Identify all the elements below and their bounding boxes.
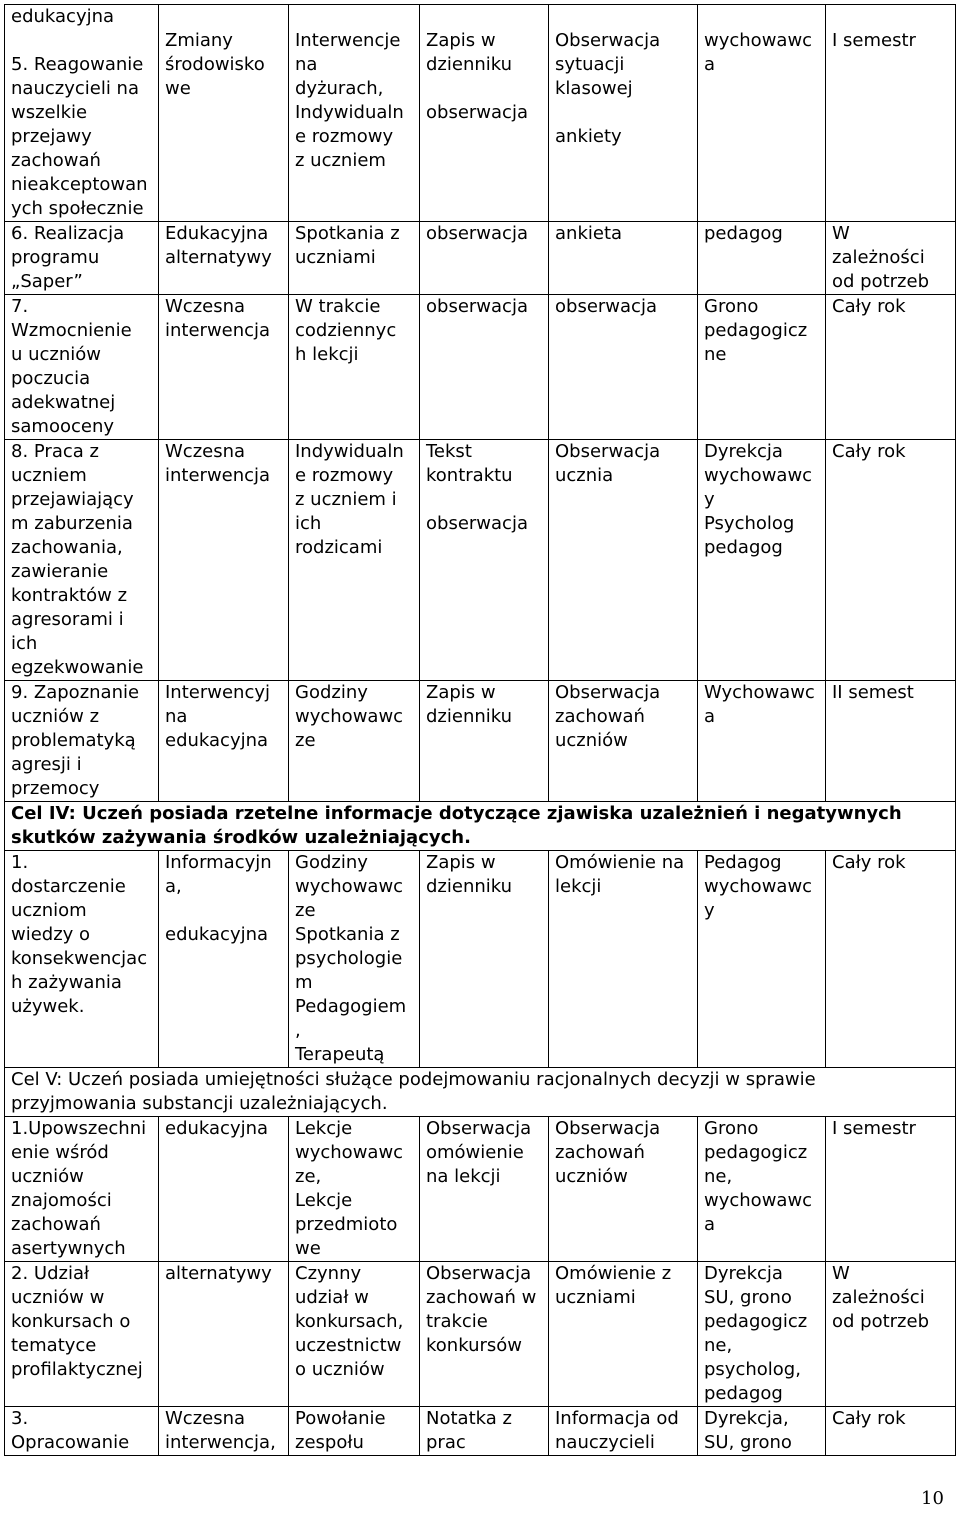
table-row — [5, 1407, 956, 1456]
cell-line: Psycholog — [704, 513, 795, 534]
cell-line: konsekwencjac — [11, 948, 148, 969]
goal-heading-line: skutków zażywania środków uzależniających. — [11, 827, 471, 848]
cell-line: ne — [704, 344, 727, 365]
cell-line: ankiety — [555, 126, 622, 147]
table-row — [5, 1262, 956, 1407]
cell-line: 1. — [11, 852, 29, 873]
table-cell — [549, 681, 698, 802]
goal-heading — [5, 1068, 956, 1117]
table-cell — [289, 295, 420, 440]
table-cell — [549, 295, 698, 440]
cell-line: 7. — [11, 296, 29, 317]
cell-line: y — [704, 489, 715, 510]
cell-line: zachowań — [555, 1142, 645, 1163]
cell-line: Wczesna — [165, 296, 246, 317]
cell-line: problematyką — [11, 730, 136, 751]
goal-heading-line: Cel IV: Uczeń posiada rzetelne informacje dotyczące zjawiska uzależnień i negatywnych — [11, 803, 902, 824]
cell-line: przejawiający — [11, 489, 134, 510]
cell-line: Terapeutą — [295, 1044, 385, 1065]
cell-line: Obserwacja — [555, 441, 661, 462]
cell-line: dyżurach, — [295, 78, 384, 99]
cell-line: lekcji — [555, 876, 602, 897]
cell-line: agresorami i — [11, 609, 124, 630]
cell-line: Edukacyjna — [165, 223, 269, 244]
cell-line: 9. Zapoznanie — [11, 682, 140, 703]
cell-line: zależności — [832, 247, 925, 268]
cell-line: Omówienie na — [555, 852, 685, 873]
table-cell — [289, 851, 420, 1068]
cell-line: Obserwacja — [555, 682, 661, 703]
goal-heading — [5, 802, 956, 851]
cell-line: W — [832, 1263, 850, 1284]
table-cell — [698, 5, 826, 222]
cell-line: m zaburzenia — [11, 513, 133, 534]
cell-line: edukacyjna — [165, 730, 269, 751]
table-cell — [698, 1407, 826, 1456]
cell-line: 1.Upowszechni — [11, 1118, 147, 1139]
table-cell — [826, 1117, 956, 1262]
table-cell — [826, 5, 956, 222]
table-cell — [159, 851, 289, 1068]
cell-line: Spotkania z — [295, 223, 400, 244]
cell-line: psycholog, — [704, 1359, 801, 1380]
cell-line: środowisko — [165, 54, 265, 75]
cell-line: Wzmocnienie — [11, 320, 132, 341]
table-cell — [159, 1407, 289, 1456]
cell-line: uczniami — [295, 247, 376, 268]
cell-line: edukacyjna — [165, 1118, 269, 1139]
cell-line: pedagog — [704, 223, 783, 244]
goal-heading-row — [5, 1068, 956, 1117]
cell-line: y — [704, 900, 715, 921]
table-cell — [289, 440, 420, 681]
cell-line: Cały rok — [832, 296, 906, 317]
cell-line: zachowań — [11, 1214, 101, 1235]
plan-table-body — [5, 5, 956, 1456]
cell-line: a — [704, 1214, 716, 1235]
cell-line: Cały rok — [832, 441, 906, 462]
line-gap — [426, 488, 545, 512]
table-cell — [698, 1117, 826, 1262]
line-gap — [11, 29, 155, 53]
cell-line: Interwencyj — [165, 682, 271, 703]
table-cell — [289, 222, 420, 295]
cell-line: Interwencje — [295, 30, 401, 51]
table-cell — [826, 295, 956, 440]
cell-line: Wczesna — [165, 441, 246, 462]
table-cell — [289, 1407, 420, 1456]
cell-line: Lekcje — [295, 1190, 353, 1211]
cell-line: h lekcji — [295, 344, 359, 365]
table-cell — [5, 295, 159, 440]
cell-line: Powołanie — [295, 1408, 386, 1429]
table-cell — [159, 295, 289, 440]
table-cell — [5, 222, 159, 295]
table-row — [5, 222, 956, 295]
table-cell — [420, 440, 549, 681]
line-gap — [295, 5, 416, 29]
cell-line: omówienie — [426, 1142, 524, 1163]
cell-line: uczniom — [11, 900, 87, 921]
table-cell — [159, 440, 289, 681]
line-gap — [832, 5, 952, 29]
plan-table — [4, 4, 956, 1456]
table-cell — [698, 681, 826, 802]
cell-line: psychologie — [295, 948, 403, 969]
cell-line: enie wśród — [11, 1142, 109, 1163]
cell-line: uczniem — [11, 465, 87, 486]
cell-line: Notatka z — [426, 1408, 512, 1429]
cell-line: obserwacja — [426, 223, 528, 244]
cell-line: dzienniku — [426, 876, 513, 897]
cell-line: tematyce — [11, 1335, 97, 1356]
line-gap — [555, 5, 694, 29]
cell-line: edukacyjna — [165, 924, 269, 945]
cell-line: Obserwacja — [426, 1118, 532, 1139]
cell-line: dzienniku — [426, 54, 513, 75]
cell-line: II semest — [832, 682, 914, 703]
goal-heading-line: przyjmowania substancji uzależniających. — [11, 1093, 388, 1114]
table-cell — [549, 222, 698, 295]
cell-line: Grono — [704, 1118, 759, 1139]
table-cell — [826, 851, 956, 1068]
table-cell — [159, 1117, 289, 1262]
cell-line: Informacyjn — [165, 852, 272, 873]
cell-line: wychowawc — [704, 465, 813, 486]
cell-line: wychowawc — [295, 876, 404, 897]
table-cell — [5, 1117, 159, 1262]
cell-line: wychowawc — [704, 876, 813, 897]
cell-line: zależności — [832, 1287, 925, 1308]
line-gap — [165, 5, 285, 29]
cell-line: wychowawc — [704, 30, 813, 51]
cell-line: Obserwacja — [555, 1118, 661, 1139]
cell-line: trakcie — [426, 1311, 488, 1332]
cell-line: , — [295, 1020, 301, 1041]
cell-line: SU, grono — [704, 1287, 792, 1308]
cell-line: Omówienie z — [555, 1263, 672, 1284]
table-cell — [5, 1407, 159, 1456]
line-gap — [426, 77, 545, 101]
cell-line: W — [832, 223, 850, 244]
cell-line: pedagogicz — [704, 1142, 808, 1163]
cell-line: alternatywy — [165, 247, 272, 268]
table-cell — [698, 851, 826, 1068]
cell-line: Grono — [704, 296, 759, 317]
cell-line: e rozmowy — [295, 465, 394, 486]
cell-line: uczniów — [555, 1166, 628, 1187]
cell-line: nieakceptowan — [11, 174, 148, 195]
cell-line: ankieta — [555, 223, 623, 244]
cell-line: pedagogicz — [704, 1311, 808, 1332]
table-cell — [289, 5, 420, 222]
cell-line: ich — [11, 633, 38, 654]
table-cell — [420, 1407, 549, 1456]
cell-line: Wczesna — [165, 1408, 246, 1429]
cell-line: h zażywania — [11, 972, 122, 993]
cell-line: wychowawc — [295, 1142, 404, 1163]
table-cell — [698, 222, 826, 295]
cell-line: egzekwowanie — [11, 657, 144, 678]
cell-line: wiedzy o — [11, 924, 91, 945]
table-cell — [5, 1262, 159, 1407]
cell-line: poczucia — [11, 368, 91, 389]
cell-line: adekwatnej — [11, 392, 116, 413]
cell-line: Informacja od — [555, 1408, 679, 1429]
cell-line: 8. Praca z — [11, 441, 99, 462]
cell-line: 2. Udział — [11, 1263, 90, 1284]
cell-line: dostarczenie — [11, 876, 126, 897]
cell-line: Tekst — [426, 441, 472, 462]
cell-line: nauczycieli na — [11, 78, 139, 99]
cell-line: ich — [295, 513, 322, 534]
cell-line: Indywidualn — [295, 441, 404, 462]
cell-line: uczniami — [555, 1287, 636, 1308]
cell-line: dzienniku — [426, 706, 513, 727]
cell-line: Zapis w — [426, 30, 496, 51]
cell-line: a, — [165, 876, 182, 897]
cell-line: na — [165, 706, 188, 727]
cell-line: Cały rok — [832, 1408, 906, 1429]
cell-line: od potrzeb — [832, 271, 930, 292]
table-cell — [698, 1262, 826, 1407]
line-gap — [426, 5, 545, 29]
cell-line: Opracowanie — [11, 1432, 130, 1453]
table-cell — [159, 222, 289, 295]
table-cell — [159, 681, 289, 802]
cell-line: ych społecznie — [11, 198, 144, 219]
cell-line: we — [295, 1238, 321, 1259]
cell-line: I semestr — [832, 30, 916, 51]
cell-line: nauczycieli — [555, 1432, 655, 1453]
table-row — [5, 295, 956, 440]
cell-line: W trakcie — [295, 296, 381, 317]
table-cell — [5, 851, 159, 1068]
cell-line: używek. — [11, 996, 85, 1017]
cell-line: Dyrekcja — [704, 441, 783, 462]
table-cell — [420, 681, 549, 802]
cell-line: zachowań w — [426, 1287, 537, 1308]
table-cell — [5, 5, 159, 222]
cell-line: interwencja — [165, 320, 271, 341]
cell-line: zawieranie — [11, 561, 109, 582]
cell-line: kontraktów z — [11, 585, 128, 606]
table-cell — [549, 1117, 698, 1262]
table-cell — [698, 295, 826, 440]
cell-line: od potrzeb — [832, 1311, 930, 1332]
cell-line: zespołu — [295, 1432, 364, 1453]
cell-line: obserwacja — [426, 513, 528, 534]
cell-line: ucznia — [555, 465, 614, 486]
cell-line: Zapis w — [426, 682, 496, 703]
cell-line: SU, grono — [704, 1432, 792, 1453]
cell-line: na lekcji — [426, 1166, 501, 1187]
table-row — [5, 5, 956, 222]
cell-line: pedagogicz — [704, 320, 808, 341]
cell-line: u uczniów — [11, 344, 102, 365]
cell-line: na — [295, 54, 318, 75]
cell-line: obserwacja — [555, 296, 657, 317]
cell-line: a — [704, 54, 716, 75]
table-cell — [420, 1262, 549, 1407]
cell-line: edukacyjna — [11, 6, 115, 27]
line-gap — [165, 899, 285, 923]
cell-line: Cały rok — [832, 852, 906, 873]
cell-line: wychowawc — [295, 706, 404, 727]
cell-line: wychowawc — [704, 1190, 813, 1211]
cell-line: o uczniów — [295, 1359, 385, 1380]
table-cell — [549, 1262, 698, 1407]
table-cell — [289, 1117, 420, 1262]
cell-line: uczniów — [11, 1166, 84, 1187]
cell-line: uczniów — [555, 730, 628, 751]
cell-line: asertywnych — [11, 1238, 126, 1259]
cell-line: Spotkania z — [295, 924, 400, 945]
cell-line: a — [704, 706, 716, 727]
table-row — [5, 1117, 956, 1262]
cell-line: Pedagogiem — [295, 996, 407, 1017]
table-cell — [420, 1117, 549, 1262]
cell-line: Zapis w — [426, 852, 496, 873]
table-cell — [549, 440, 698, 681]
cell-line: Godziny — [295, 852, 368, 873]
cell-line: I semestr — [832, 1118, 916, 1139]
line-gap — [555, 101, 694, 125]
cell-line: zachowań — [555, 706, 645, 727]
cell-line: pedagog — [704, 1383, 783, 1404]
cell-line: prac — [426, 1432, 466, 1453]
cell-line: we — [165, 78, 191, 99]
cell-line: ze — [295, 730, 316, 751]
table-row — [5, 681, 956, 802]
cell-line: rodzicami — [295, 537, 383, 558]
cell-line: konkursach, — [295, 1311, 404, 1332]
cell-line: wszelkie — [11, 102, 88, 123]
cell-line: Dyrekcja, — [704, 1408, 789, 1429]
cell-line: Indywidualn — [295, 102, 404, 123]
table-cell — [826, 681, 956, 802]
cell-line: „Saper” — [11, 271, 83, 292]
cell-line: Pedagog — [704, 852, 782, 873]
table-cell — [826, 440, 956, 681]
cell-line: 6. Realizacja — [11, 223, 125, 244]
cell-line: ne, — [704, 1166, 733, 1187]
cell-line: codziennyc — [295, 320, 397, 341]
cell-line: ne, — [704, 1335, 733, 1356]
cell-line: profilaktycznej — [11, 1359, 143, 1380]
table-cell — [420, 5, 549, 222]
cell-line: alternatywy — [165, 1263, 272, 1284]
table-cell — [420, 295, 549, 440]
cell-line: 3. — [11, 1408, 29, 1429]
table-cell — [289, 681, 420, 802]
table-row — [5, 851, 956, 1068]
cell-line: przejawy — [11, 126, 92, 147]
cell-line: m — [295, 972, 313, 993]
table-cell — [159, 5, 289, 222]
cell-line: sytuacji — [555, 54, 625, 75]
table-cell — [549, 851, 698, 1068]
cell-line: 5. Reagowanie — [11, 54, 144, 75]
cell-line: programu — [11, 247, 100, 268]
cell-line: przedmioto — [295, 1214, 398, 1235]
cell-line: uczestnictw — [295, 1335, 402, 1356]
cell-line: kontraktu — [426, 465, 513, 486]
cell-line: ze — [295, 900, 316, 921]
cell-line: udział w — [295, 1287, 369, 1308]
table-cell — [826, 222, 956, 295]
table-cell — [5, 681, 159, 802]
table-cell — [698, 440, 826, 681]
cell-line: Czynny — [295, 1263, 362, 1284]
table-row — [5, 440, 956, 681]
table-cell — [826, 1262, 956, 1407]
cell-line: interwencja — [165, 465, 271, 486]
cell-line: pedagog — [704, 537, 783, 558]
table-cell — [5, 440, 159, 681]
cell-line: z uczniem i — [295, 489, 397, 510]
page-number: 10 — [921, 1488, 944, 1509]
cell-line: e rozmowy — [295, 126, 394, 147]
cell-line: Godziny — [295, 682, 368, 703]
table-cell — [549, 1407, 698, 1456]
cell-line: samooceny — [11, 416, 114, 437]
cell-line: ze, — [295, 1166, 322, 1187]
cell-line: Lekcje — [295, 1118, 353, 1139]
cell-line: agresji i — [11, 754, 82, 775]
cell-line: zachowań — [11, 150, 101, 171]
cell-line: Obserwacja — [555, 30, 661, 51]
cell-line: Zmiany — [165, 30, 233, 51]
cell-line: znajomości — [11, 1190, 112, 1211]
cell-line: konkursów — [426, 1335, 522, 1356]
cell-line: Wychowawc — [704, 682, 815, 703]
cell-line: z uczniem — [295, 150, 386, 171]
cell-line: obserwacja — [426, 296, 528, 317]
table-cell — [159, 1262, 289, 1407]
goal-heading-line: Cel V: Uczeń posiada umiejętności służące podejmowaniu racjonalnych decyzji w sprawie — [11, 1069, 816, 1090]
cell-line: Obserwacja — [426, 1263, 532, 1284]
cell-line: konkursach o — [11, 1311, 131, 1332]
cell-line: interwencja, — [165, 1432, 276, 1453]
cell-line: uczniów w — [11, 1287, 105, 1308]
cell-line: obserwacja — [426, 102, 528, 123]
cell-line: klasowej — [555, 78, 633, 99]
cell-line: Dyrekcja — [704, 1263, 783, 1284]
table-cell — [549, 5, 698, 222]
table-cell — [826, 1407, 956, 1456]
table-cell — [420, 851, 549, 1068]
goal-heading-row — [5, 802, 956, 851]
cell-line: przemocy — [11, 778, 100, 799]
line-gap — [704, 5, 822, 29]
table-cell — [289, 1262, 420, 1407]
cell-line: zachowania, — [11, 537, 123, 558]
table-cell — [420, 222, 549, 295]
cell-line: uczniów z — [11, 706, 100, 727]
